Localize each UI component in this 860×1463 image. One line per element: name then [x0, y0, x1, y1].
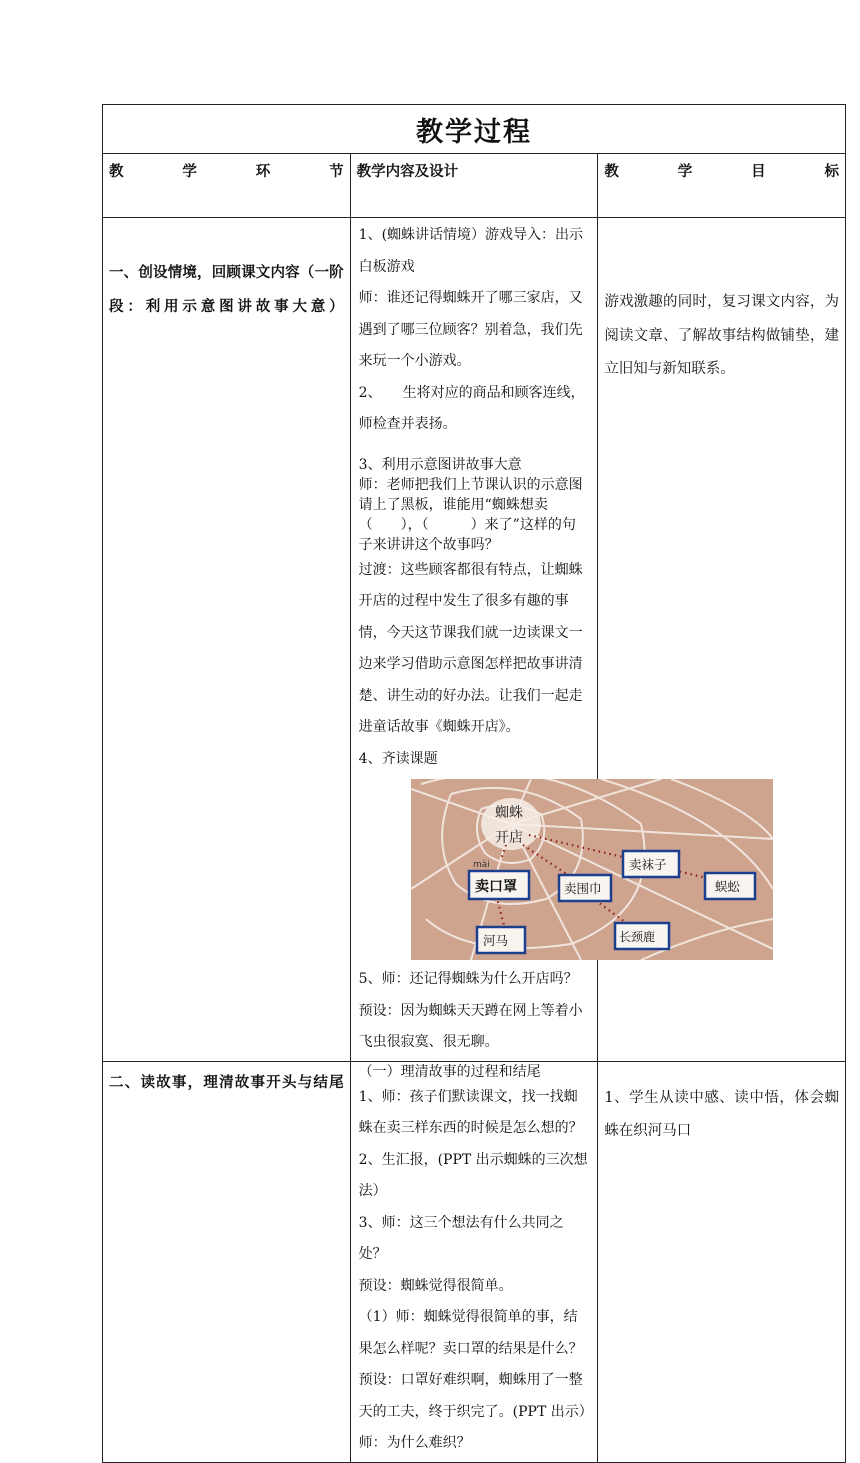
section1-stage: 一、创设情境，回顾课文内容（一阶段：利用示意图讲故事大意）: [109, 264, 344, 315]
s1-line-8: 5、师：还记得蜘蛛为什么开店吗？: [358, 971, 578, 987]
s2-line-8: 师：为什么难织？: [358, 1435, 471, 1451]
s2-line-6: （1）师：蜘蛛觉得很简单的事，结果怎么样呢？卖口罩的结果是什么？: [358, 1309, 583, 1357]
diagram-item-hippo: 河马: [482, 933, 508, 948]
diagram-item-socks: 卖袜子: [628, 857, 667, 872]
header-stage: 教学环节: [109, 163, 344, 180]
s1-line-5: 师：老师把我们上节课认识的示意图请上了黑板，谁能用“蜘蛛想卖（ ），（ ）来了”这样的句子来讲讲这个故事吗？: [358, 476, 583, 553]
s2-line-2: 1、师：孩子们默读课文，找一找蜘蛛在卖三样东西的时候是怎么想的？: [358, 1088, 583, 1136]
s1-line-6: 过渡：这些顾客都很有特点，让蜘蛛开店的过程中发生了很多有趣的事情，今天这节课我们就一边读课文一边来学习借助示意图怎样把故事讲清楚、讲生动的好办法。让我们一起走进童话故事《蜘蛛开店》。: [358, 561, 583, 735]
diagram-center-line2: 开店: [494, 830, 523, 846]
s1-line-4: 3、利用示意图讲故事大意: [358, 456, 522, 473]
section2-goal: 1、学生从读中感、读中悟，体会蜘蛛在织河马口: [604, 1089, 839, 1139]
header-content-cell: [350, 154, 598, 218]
section2-stage: 二、读故事，理清故事开头与结尾: [109, 1073, 344, 1091]
photo-background: [411, 779, 773, 960]
section2-stage-cell: [103, 1061, 351, 1462]
section2-content: [350, 1061, 598, 1462]
spider-web-diagram: [411, 779, 773, 960]
s2-line-1: （一）理清故事的过程和结尾: [358, 1063, 541, 1080]
header-goal-cell: [598, 154, 846, 218]
header-stage-cell: [103, 154, 351, 218]
s1-line-2: 师：谁还记得蜘蛛开了哪三家店，又遇到了哪三位顾客？别着急，我们先来玩一个小游戏。: [358, 290, 583, 369]
diagram-pinyin: mài: [472, 860, 490, 870]
section1-stage-cell: [103, 218, 351, 1062]
s2-line-5: 预设：蜘蛛觉得很简单。: [358, 1277, 513, 1294]
lesson-table: [102, 104, 846, 1463]
header-goal: 教学目标: [604, 163, 839, 180]
s2-line-7: 预设：口罩好难织啊，蜘蛛用了一整天的工夫，终于织完了。(PPT 出示）: [358, 1372, 593, 1420]
s2-line-4: 3、师：这三个想法有什么共同之处？: [358, 1214, 564, 1262]
s1-line-9: 预设：因为蜘蛛天天蹲在网上等着小飞虫很寂寞、很无聊。: [358, 1002, 583, 1050]
diagram-item-giraffe: 长颈鹿: [618, 930, 655, 944]
s2-line-3: 2、生汇报，(PPT 出示蜘蛛的三次想法）: [358, 1151, 588, 1199]
section2-goal-cell: [598, 1061, 846, 1462]
table-title: 教学过程: [103, 105, 846, 154]
s1-line-3: 2、 生将对应的商品和顾客连线，师检查并表扬。: [358, 384, 585, 432]
s1-line-7: 4、齐读课题: [358, 750, 438, 767]
header-content: 教学内容及设计: [356, 163, 459, 180]
story-diagram-photo: [411, 779, 773, 960]
diagram-item-centipede: 蜈蚣: [714, 879, 740, 894]
s1-line-1: 1、(蜘蛛讲话情境）游戏导入：出示白板游戏: [358, 227, 584, 275]
diagram-item-scarf: 卖围巾: [563, 881, 602, 896]
section1-goal: 游戏激趣的同时，复习课文内容，为阅读文章、了解故事结构做铺垫，建立旧知与新知联系。: [604, 294, 839, 377]
diagram-item-mask: 卖口罩: [474, 879, 517, 895]
diagram-center-line1: 蜘蛛: [494, 805, 523, 821]
